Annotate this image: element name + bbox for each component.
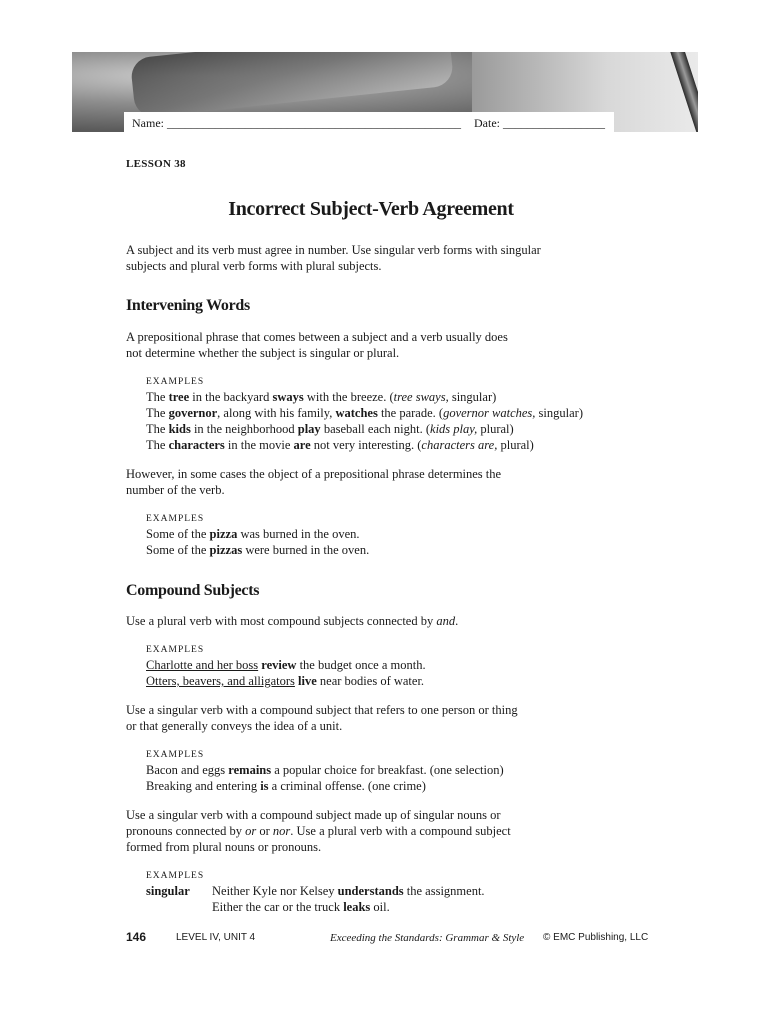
example-line: The characters in the movie are not very interesting. (characters are, plural) [146, 438, 534, 452]
heading-compound-subjects: Compound Subjects [126, 582, 260, 599]
heading-intervening-words: Intervening Words [126, 297, 250, 314]
or-nor-paragraph: Use a singular verb with a compound subject made up of singular nouns or pronouns connected by or or nor. Use a plural verb with a compound subject formed from plural nouns or pronouns. [126, 808, 511, 854]
footer-copyright: © EMC Publishing, LLC [543, 932, 649, 943]
intervening-paragraph: A prepositional phrase that comes between a subject and a verb usually does not determine whether the subject is singular or plural. [126, 330, 508, 360]
footer-level: LEVEL IV, UNIT 4 [176, 932, 256, 943]
example-line: Either the car or the truck leaks oil. [212, 900, 390, 914]
examples-label: EXAMPLES [146, 750, 205, 760]
unit-paragraph: Use a singular verb with a compound subject that refers to one person or thing or that generally conveys the idea of a unit. [126, 703, 518, 733]
example-line: Charlotte and her boss review the budget once a month. [146, 658, 426, 672]
examples-label: EXAMPLES [146, 871, 205, 881]
page-number: 146 [126, 930, 147, 944]
singular-label: singular [146, 884, 190, 898]
compound-paragraph: Use a plural verb with most compound subjects connected by and. [126, 614, 459, 628]
date-label: Date: _________________ [474, 116, 605, 130]
lesson-number: LESSON 38 [126, 158, 186, 170]
object-paragraph: However, in some cases the object of a prepositional phrase determines the number of the verb. [126, 467, 502, 497]
example-line: Some of the pizzas were burned in the oven. [146, 543, 370, 557]
example-line: Bacon and eggs remains a popular choice for breakfast. (one selection) [146, 763, 504, 777]
example-line: The kids in the neighborhood play baseball each night. (kids play, plural) [146, 422, 514, 436]
example-line: Some of the pizza was burned in the oven. [146, 527, 360, 541]
examples-label: EXAMPLES [146, 377, 205, 387]
footer-book-title: Exceeding the Standards: Grammar & Style [330, 932, 525, 944]
examples-label: EXAMPLES [146, 645, 205, 655]
example-line: Neither Kyle nor Kelsey understands the assignment. [212, 884, 485, 898]
name-date-bar [124, 112, 614, 134]
intro-paragraph: A subject and its verb must agree in number. Use singular verb forms with singular subjects and plural verb forms with plural subjects. [126, 243, 541, 273]
example-line: The governor, along with his family, watches the parade. (governor watches, singular) [146, 406, 583, 420]
example-line: Breaking and entering is a criminal offense. (one crime) [146, 779, 426, 793]
example-line: Otters, beavers, and alligators live near bodies of water. [146, 674, 425, 688]
example-line: The tree in the backyard sways with the breeze. (tree sways, singular) [146, 390, 497, 404]
examples-label: EXAMPLES [146, 514, 205, 524]
name-label: Name: _________________________________________________ [132, 116, 461, 130]
page-title: Incorrect Subject-Verb Agreement [228, 198, 514, 220]
